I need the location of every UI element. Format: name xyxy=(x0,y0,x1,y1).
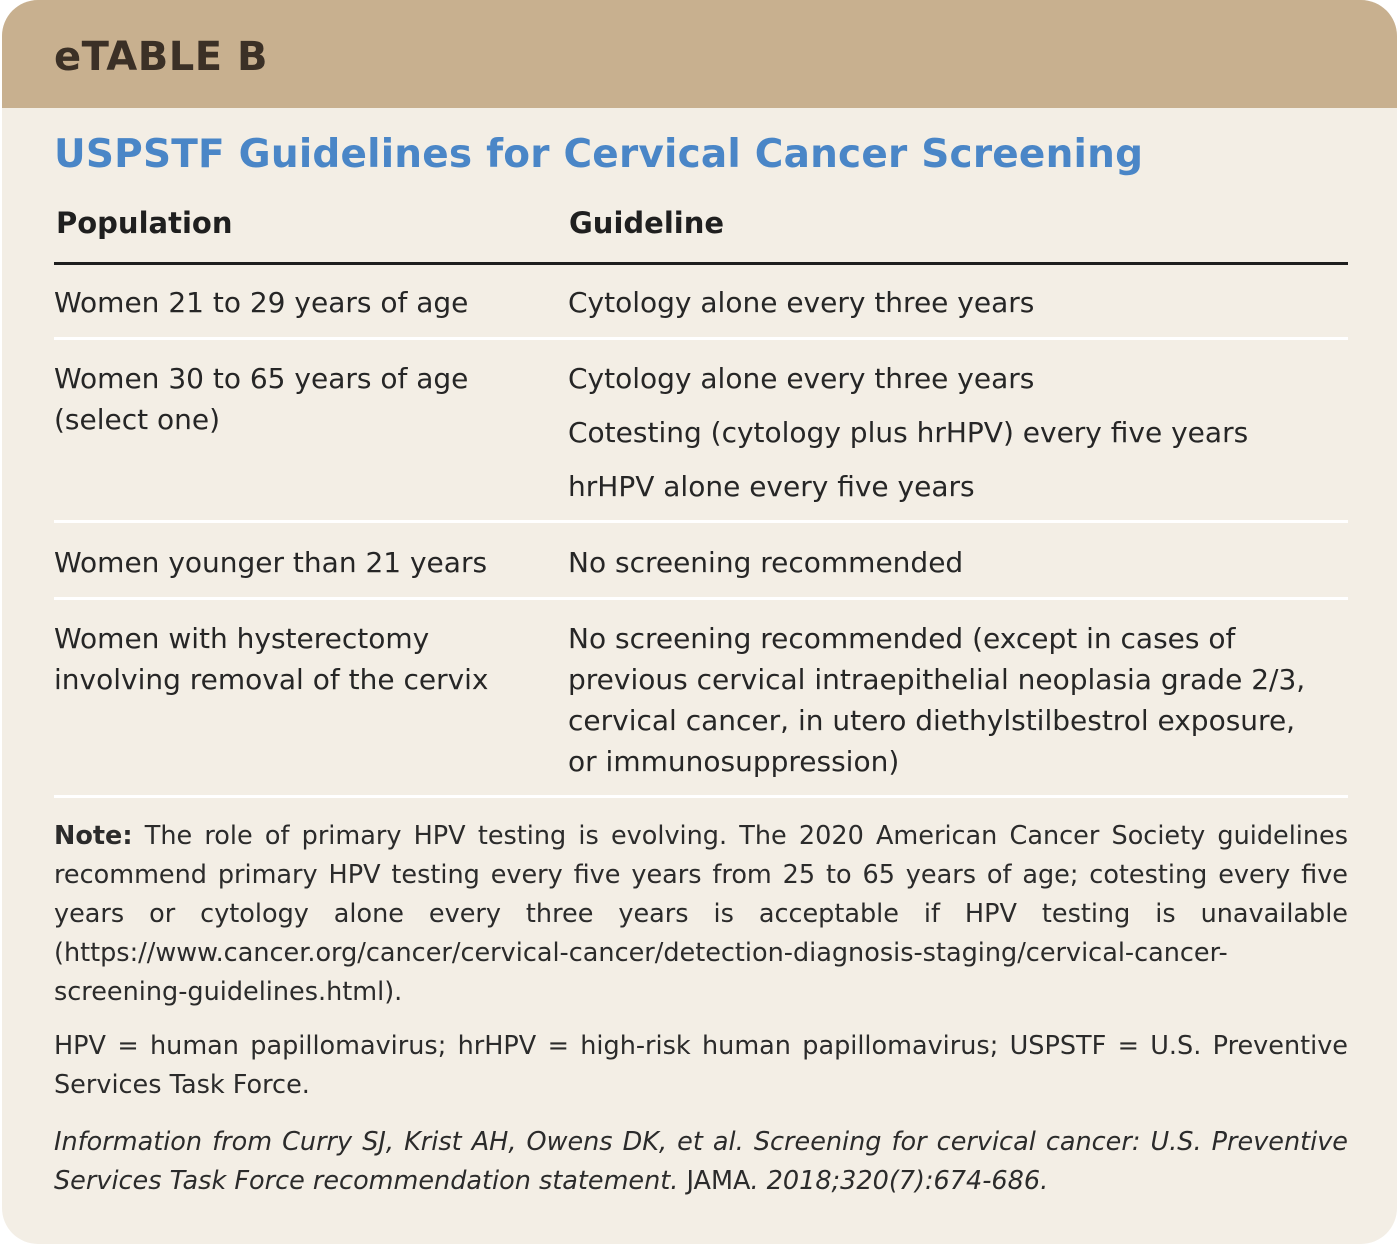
population-line: Women younger than 21 years xyxy=(54,546,488,579)
table-row-1-population xyxy=(54,282,468,323)
guideline-line: hrHPV alone every five years xyxy=(568,470,975,503)
population-line: Women 21 to 29 years of age xyxy=(54,286,469,319)
guideline-line: No screening recommended (except in cases of xyxy=(568,622,1236,655)
population-line: Women 30 to 65 years of age xyxy=(54,362,469,395)
guideline-line: cervical cancer, in utero diethylstilbestrol exposure, xyxy=(568,704,1296,737)
note-label: Note: xyxy=(54,821,133,851)
column-header-guideline: Guideline xyxy=(569,206,725,240)
table-row-4-guideline xyxy=(568,618,1305,782)
table-card xyxy=(2,0,1397,1244)
row-divider xyxy=(54,337,1348,340)
guideline-line: previous cervical intraepithelial neoplasia grade 2/3, xyxy=(568,663,1306,696)
source-citation xyxy=(54,1123,1348,1201)
guideline-line: No screening recommended xyxy=(568,546,964,579)
table-row-3-guideline xyxy=(568,542,963,583)
guideline-line: Cotesting (cytology plus hrHPV) every five years xyxy=(568,416,1249,449)
table-row-1-guideline xyxy=(568,282,1034,323)
source-suffix: . 2018;320(7):674-686. xyxy=(750,1166,1049,1196)
abbreviations: HPV = human papillomavirus; hrHPV = high-risk human papillomavirus; USPSTF = U.S. Preventive Services Task Force. xyxy=(54,1031,1348,1100)
table-note xyxy=(54,817,1348,1012)
source-journal: JAMA xyxy=(686,1166,751,1196)
table-title: USPSTF Guidelines for Cervical Cancer Screening xyxy=(54,132,1144,177)
table-row-3-population xyxy=(54,542,487,583)
table-row-2-population xyxy=(54,358,468,440)
header-rule xyxy=(54,262,1348,265)
source-prefix: Information from Curry SJ, Krist AH, Owens DK, et al. Screening for cervical cancer: U.S. Preventive Services Task Force recommendation statement. xyxy=(54,1127,1348,1196)
table-header-bar xyxy=(2,0,1397,108)
population-line: involving removal of the cervix xyxy=(54,663,489,696)
guideline-line: Cytology alone every three years xyxy=(568,286,1035,319)
population-line: (select one) xyxy=(54,403,221,436)
table-row-4-population xyxy=(54,618,489,700)
table-row-2-guideline xyxy=(568,358,1248,507)
row-divider xyxy=(54,795,1348,798)
population-line: Women with hysterectomy xyxy=(54,622,430,655)
row-divider xyxy=(54,520,1348,523)
table-label: eTABLE B xyxy=(54,34,268,80)
row-divider xyxy=(54,597,1348,600)
guideline-line: Cytology alone every three years xyxy=(568,362,1035,395)
column-header-population: Population xyxy=(56,206,233,240)
guideline-line: or immunosuppression) xyxy=(568,745,900,778)
note-text: The role of primary HPV testing is evolving. The 2020 American Cancer Society guidelines recommend primary HPV testing every five years from 25 to 65 years of age; cotesting every five years or cytology alone every three years is acceptable if HPV testing is unavailable (https://www.cancer.org/cancer/cervical-cancer/detection-diagnosis-staging/cervical-cancer-screening-guidelines.html). xyxy=(54,821,1348,1007)
